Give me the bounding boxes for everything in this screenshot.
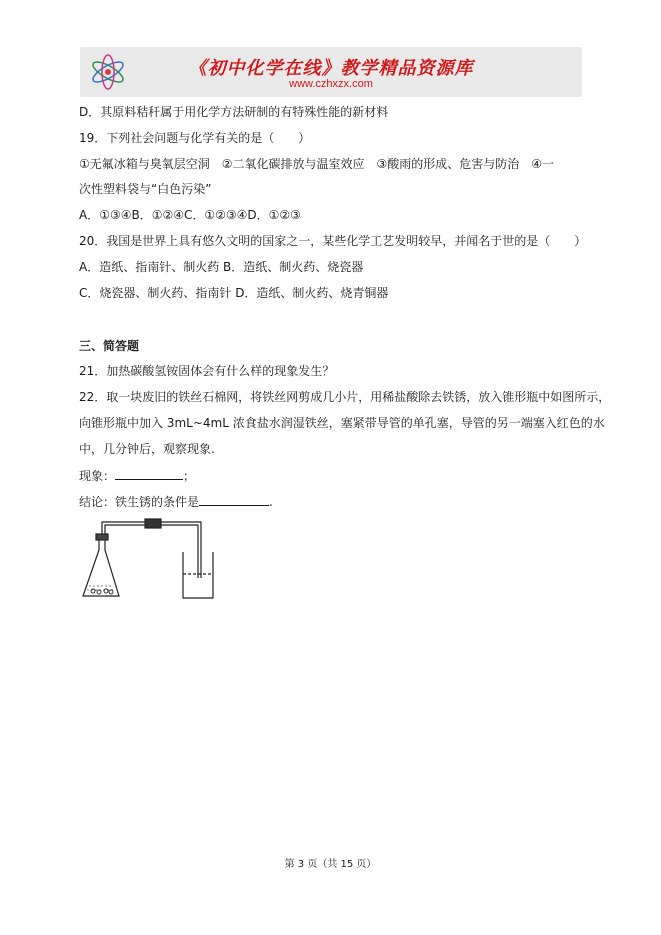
question-22-line3: 中，几分钟后，观察现象. [79,442,215,456]
conclusion-line [79,493,273,510]
conclusion-blank[interactable] [199,493,269,506]
question-19-items-cont: 次性塑料袋与“白色污染” [79,182,212,196]
question-19: 19．下列社会问题与化学有关的是（ ） [79,131,311,145]
option-d-line: D．其原料秸秆属于用化学方法研制的有特殊性能的新材料 [79,105,389,119]
section-title: 三、简答题 [79,339,140,353]
phenomenon-blank[interactable] [115,467,183,480]
phenomenon-line [79,467,195,484]
phenomenon-label: 现象： [79,469,116,483]
question-20: 20．我国是世界上具有悠久文明的国家之一，某些化学工艺发明较早，并闻名于世的是（ ） [79,234,587,248]
question-19-items: ①无氟冰箱与臭氧层空洞 ②二氧化碳排放与温室效应 ③酸雨的形成、危害与防治 ④一 [79,157,555,171]
page-footer: 第 3 页（共 15 页） [284,859,377,870]
banner-title: 《初中化学在线》教学精品资源库 [188,58,474,79]
question-20-options-ab: A．造纸、指南针、制火药 B．造纸、制火药、烧瓷器 [79,260,364,274]
question-20-options-cd: C．烧瓷器、制火药、指南针 D．造纸、制火药、烧青铜器 [79,286,389,300]
question-22-line1: 22．取一块废旧的铁丝石棉网，将铁丝网剪成几小片，用稀盐酸除去铁锈，放入锥形瓶中如图所示， [79,390,611,404]
question-21: 21．加热碳酸氢铵固体会有什么样的现象发生？ [79,364,335,378]
question-19-options: A．①③④B．①②④C．①②③④D．①②③ [79,208,301,222]
banner-url: www.czhxzx.com [289,78,373,90]
phenomenon-end: ； [183,469,196,483]
conclusion-label: 结论：铁生锈的条件是 [79,495,200,509]
question-22-line2: 向锥形瓶中加入 3mL~4mL 浓食盐水润湿铁丝，塞紧带导管的单孔塞，导管的另一端塞入红色的水 [79,416,605,430]
header-banner [80,47,582,97]
apparatus-diagram [79,512,219,604]
conclusion-end: . [269,495,273,509]
